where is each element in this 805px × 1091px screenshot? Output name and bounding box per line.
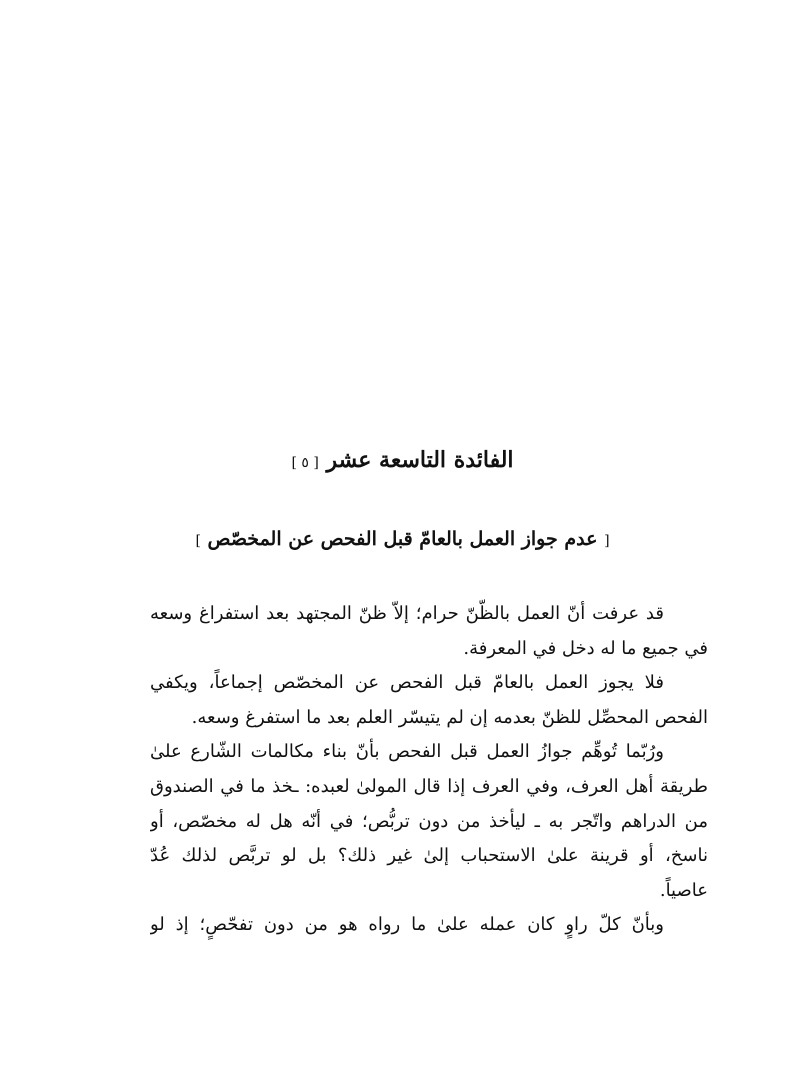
text-line: الفحص المحصِّل للظنّ بعدمه إن لم يتيسّر العلم بعد ما استفرغ وسعه. [191, 706, 708, 728]
text-line: وبأنّ كلّ راوٍ كان عمله علىٰ ما رواه هو من دون تفحّصٍ؛ إذ لو [150, 914, 664, 936]
paragraph-2 [150, 666, 708, 735]
paragraph-1 [150, 597, 708, 666]
text-line: فلا يجوز العمل بالعامّ قبل الفحص عن المخصّص إجماعاً، ويكفي [150, 672, 664, 694]
paragraph-3 [150, 735, 708, 908]
text-line: في جميع ما له دخل في المعرفة. [463, 637, 708, 659]
text-line: ورُبّما تُوهِّم جوازُ العمل قبل الفحص بأنّ بناء مكالمات الشّارع علىٰ [150, 741, 664, 763]
chapter-title [0, 444, 805, 479]
chapter-number-bracket: [ ٥ ] [291, 455, 319, 471]
section-title [0, 524, 805, 556]
section-bracket-close: ] [195, 533, 201, 549]
text-line: قد عرفت أنّ العمل بالظّنّ حرام؛ إلاّ ظنّ المجتهد بعد استفراغ وسعه [150, 603, 664, 624]
text-line: عاصياً. [659, 879, 708, 901]
text-line: من الدراهم واتّجر به ـ ليأخذ من دون تربُّص؛ في أنّه هل له مخصّص، أو [150, 810, 708, 832]
section-title-text: عدم جواز العمل بالعامّ قبل الفحص عن المخصّص [207, 528, 598, 550]
section-bracket-open: [ [604, 533, 610, 549]
paragraph-4 [150, 908, 708, 943]
chapter-title-text: الفائدة التاسعة عشر [326, 447, 514, 473]
text-line: طريقة أهل العرف، وفي العرف إذا قال المولىٰ لعبده: ـخذ ما في الصندوق [150, 775, 708, 797]
body-text [150, 597, 708, 943]
text-line: ناسخ، أو قرينة علىٰ الاستحباب إلىٰ غير ذلك؟ بل لو تربَّص لذلك عُدّ [150, 845, 708, 867]
